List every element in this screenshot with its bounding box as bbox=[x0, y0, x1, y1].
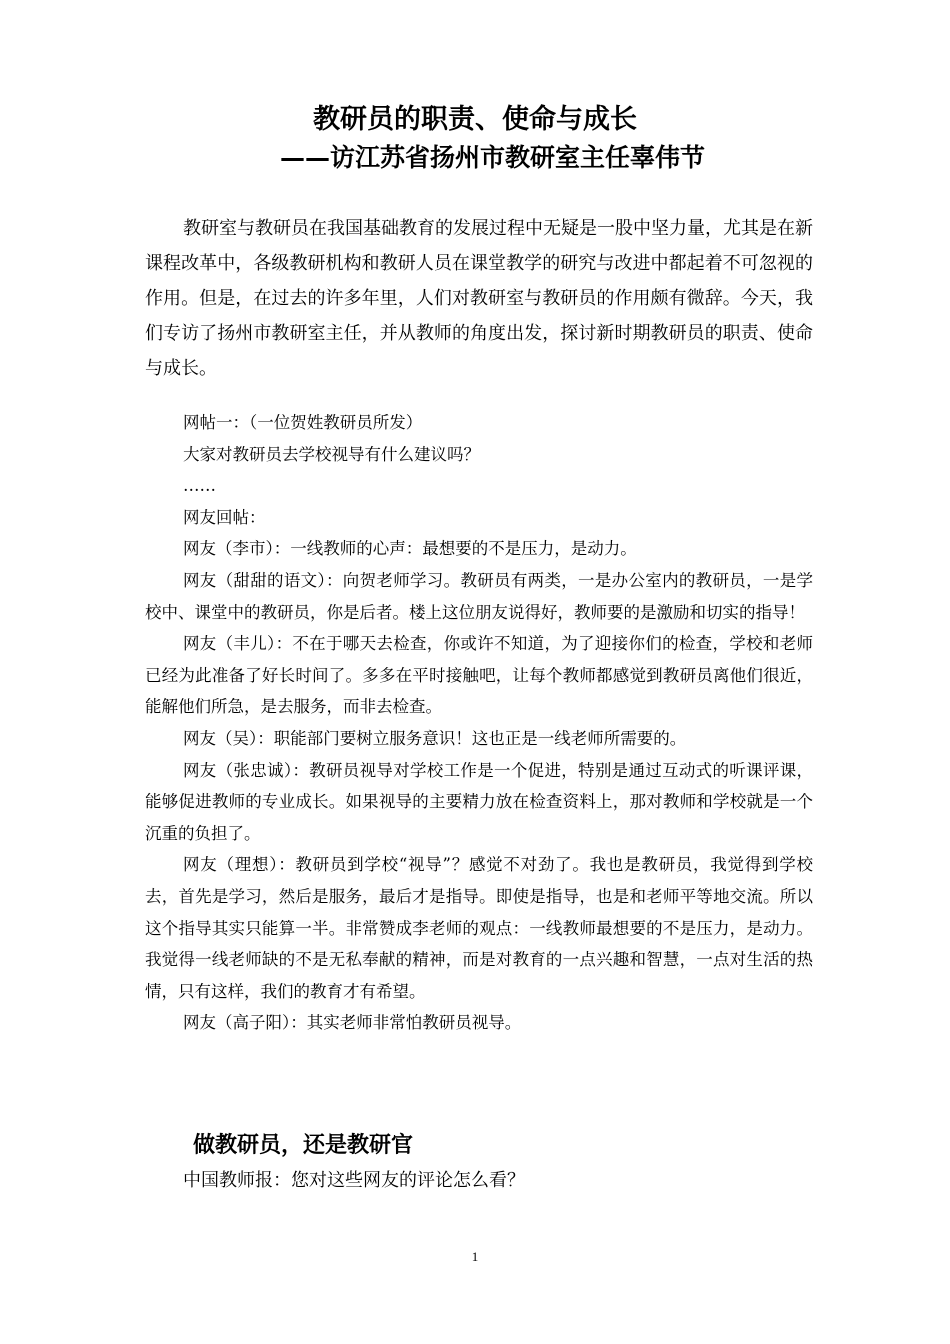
reply-item: 网友（张忠诚）：教研员视导对学校工作是一个促进，特别是通过互动式的听课评课，能够促进教师的专业成长。如果视导的主要精力放在检查资料上，那对教师和学校就是一个沉重的负担了。 bbox=[145, 760, 813, 843]
article-title: 教研员的职责、使命与成长 bbox=[313, 104, 637, 135]
page-number: 1 bbox=[471, 1249, 479, 1264]
forum-posts bbox=[145, 407, 813, 1039]
replies-heading: 网友回帖： bbox=[183, 507, 266, 527]
reply-item: 网友（甜甜的语文）：向贺老师学习。教研员有两类，一是办公室内的教研员，一是学校中、课堂中的教研员，你是后者。楼上这位朋友说得好，教师要的是激励和切实的指导！ bbox=[145, 570, 813, 622]
interview-question: 中国教师报：您对这些网友的评论怎么看？ bbox=[183, 1170, 525, 1191]
intro-paragraph: 教研室与教研员在我国基础教育的发展过程中无疑是一股中坚力量，尤其是在新课程改革中，各级教研机构和教研人员在课堂教学的研究与改进中都起着不可忽视的作用。但是，在过去的许多年里，人们对教研室与教研员的作用颇有微辞。今天，我们专访了扬州市教研室主任，并从教师的角度出发，探讨新时期教研员的职责、使命与成长。 bbox=[145, 218, 813, 379]
article-subtitle: ——访江苏省扬州市教研室主任辜伟节 bbox=[280, 143, 706, 172]
reply-item: 网友（丰儿）：不在于哪天去检查，你或许不知道，为了迎接你们的检查，学校和老师已经为此准备了好长时间了。多多在平时接触吧，让每个教师都感觉到教研员离他们很近，能解他们所急，是去服务，而非去检查。 bbox=[145, 634, 813, 717]
post-question: 大家对教研员去学校视导有什么建议吗？ bbox=[183, 444, 480, 464]
post-header: 网帖一：（一位贺姓教研员所发） bbox=[183, 413, 423, 432]
section-heading: 做教研员，还是教研官 bbox=[193, 1132, 414, 1158]
reply-item: 网友（吴）：职能部门要树立服务意识！这也正是一线老师所需要的。 bbox=[183, 728, 687, 748]
reply-item: 网友（理想）：教研员到学校“视导”？感觉不对劲了。我也是教研员，我觉得到学校去，首先是学习，然后是服务，最后才是指导。即使是指导，也是和老师平等地交流。所以这个指导其实只能算一半。非常赞成李老师的观点：一线教师最想要的不是压力，是动力。我觉得一线老师缺的不是无私奉献的精神，而是对教育的一点兴趣和智慧，一点对生活的热情，只有这样，我们的教育才有希望。 bbox=[145, 855, 813, 1001]
reply-item: 网友（李市）：一线教师的心声：最想要的不是压力，是动力。 bbox=[183, 539, 637, 559]
post-ellipsis: …… bbox=[183, 476, 216, 496]
reply-item: 网友（高子阳）：其实老师非常怕教研员视导。 bbox=[183, 1013, 522, 1033]
